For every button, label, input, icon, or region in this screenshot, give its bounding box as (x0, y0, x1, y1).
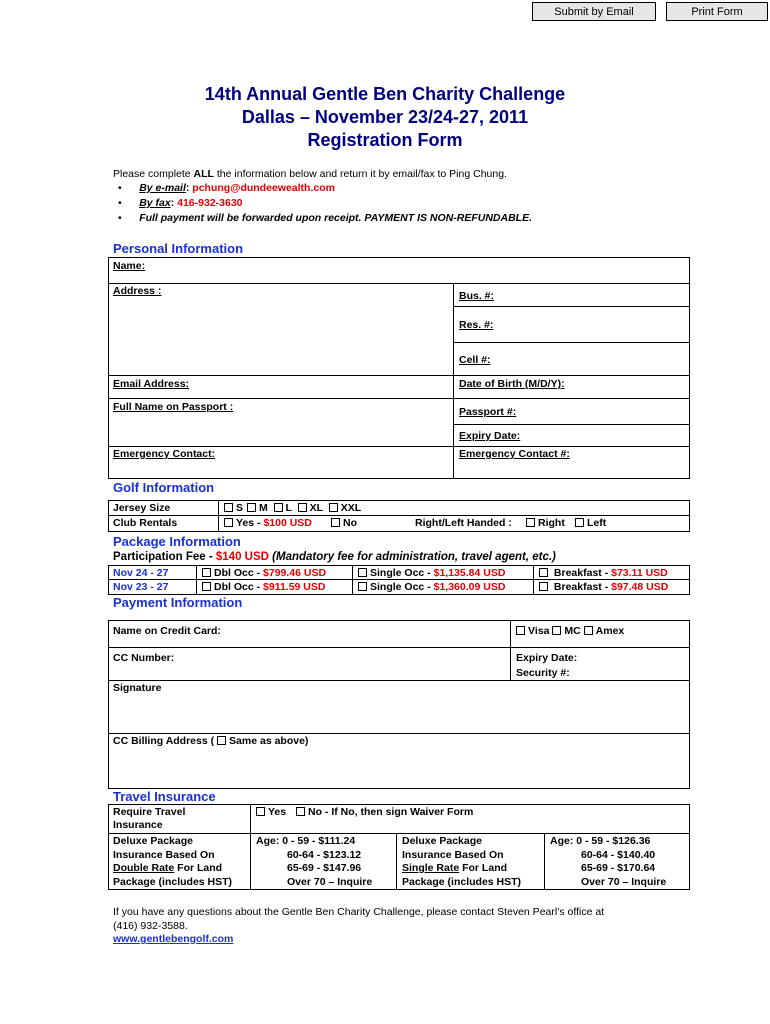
dbl-occ-checkbox-2[interactable] (202, 582, 211, 591)
passport-name-field[interactable]: Full Name on Passport : (113, 401, 234, 413)
name-on-card-field[interactable]: Name on Credit Card: (113, 625, 221, 637)
package-dates-2: Nov 23 - 27 (113, 581, 169, 593)
personal-info-heading: Personal Information (113, 241, 244, 256)
page-title: 14th Annual Gentle Ben Charity Challenge (204, 84, 566, 104)
page-subtitle: Dallas – November 23/24-27, 2011 (241, 107, 529, 127)
rentals-yes-checkbox[interactable] (224, 518, 233, 527)
card-type-options (516, 625, 624, 637)
club-rentals-yes[interactable]: Yes - $100 USD (224, 517, 312, 529)
size-xxl-option[interactable]: XXL (326, 502, 361, 514)
rentals-no-checkbox[interactable] (331, 518, 340, 527)
size-l-checkbox[interactable] (274, 503, 283, 512)
require-insurance-label: Require Travel Insurance (113, 806, 186, 831)
jersey-size-label: Jersey Size (113, 502, 171, 514)
double-rate-package-label: Deluxe Package Insurance Based On Double Rate For Land Package (includes HST) (113, 835, 233, 888)
size-s-option[interactable]: S (224, 502, 243, 514)
single-occ-option-1[interactable]: Single Occ - $1,135.84 USD (358, 567, 505, 579)
package-dates-1: Nov 24 - 27 (113, 567, 169, 579)
left-handed-checkbox[interactable] (575, 518, 584, 527)
cc-expiry-field[interactable]: Expiry Date: (516, 652, 578, 664)
handed-label: Right/Left Handed : (415, 517, 512, 529)
insurance-no-option[interactable]: No - If No, then sign Waiver Form (296, 806, 473, 818)
res-phone-field[interactable]: Res. #: (459, 319, 494, 331)
email-bullet: • By e-mail: pchung@dundeewealth.com (118, 182, 335, 194)
single-occ-option-2[interactable]: Single Occ - $1,360.09 USD (358, 581, 505, 593)
insurance-no-checkbox[interactable] (296, 807, 305, 816)
size-m-checkbox[interactable] (247, 503, 256, 512)
package-info-heading: Package Information (113, 534, 241, 549)
date-of-birth-field[interactable]: Date of Birth (M/D/Y): (459, 378, 565, 390)
single-occ-checkbox-2[interactable] (358, 582, 367, 591)
submit-by-email-button[interactable]: Submit by Email (532, 2, 656, 21)
jersey-size-options (224, 502, 361, 514)
visa-checkbox[interactable] (516, 626, 525, 635)
right-handed-checkbox[interactable] (526, 518, 535, 527)
signature-field[interactable]: Signature (113, 682, 162, 694)
breakfast-option-2[interactable]: Breakfast - $97.48 USD (539, 581, 668, 593)
form-title: Registration Form (307, 130, 463, 150)
golf-info-heading: Golf Information (113, 480, 215, 495)
address-field[interactable]: Address : (113, 285, 162, 297)
intro-text: Please complete ALL the information below and return it by email/fax to Ping Chung. (113, 168, 507, 180)
billing-address-field[interactable]: CC Billing Address ( Same as above) (113, 735, 309, 747)
insurance-yes-option[interactable]: Yes (256, 806, 289, 818)
passport-number-field[interactable]: Passport #: (459, 406, 517, 418)
size-xl-option[interactable]: XL (295, 502, 323, 514)
payment-info-heading: Payment Information (113, 595, 243, 610)
amex-option[interactable]: Amex (584, 625, 625, 637)
size-xxl-checkbox[interactable] (329, 503, 338, 512)
cc-number-field[interactable]: CC Number: (113, 652, 175, 664)
fax-bullet: • By fax: 416-932-3630 (118, 197, 243, 209)
payment-table (108, 620, 690, 789)
dbl-occ-option-2[interactable]: Dbl Occ - $911.59 USD (202, 581, 325, 593)
footer-contact-text: If you have any questions about the Gentle Ben Charity Challenge, please contact Steven Pearl’s office at (416) 932-3588. (113, 906, 605, 932)
passport-expiry-field[interactable]: Expiry Date: (459, 430, 521, 442)
emergency-contact-number-field[interactable]: Emergency Contact #: (459, 448, 570, 460)
club-rentals-no[interactable]: No (331, 517, 357, 529)
size-l-option[interactable]: L (271, 502, 292, 514)
size-m-option[interactable]: M (246, 502, 268, 514)
dbl-occ-option-1[interactable]: Dbl Occ - $799.46 USD (202, 567, 326, 579)
name-field[interactable]: Name: (113, 260, 146, 272)
breakfast-option-1[interactable]: Breakfast - $73.11 USD (539, 567, 668, 579)
amex-checkbox[interactable] (584, 626, 593, 635)
emergency-contact-field[interactable]: Emergency Contact: (113, 448, 216, 460)
size-s-checkbox[interactable] (224, 503, 233, 512)
single-rate-package-label: Deluxe Package Insurance Based On Single Rate For Land Package (includes HST) (402, 835, 522, 888)
print-form-button[interactable]: Print Form (666, 2, 768, 21)
bus-phone-field[interactable]: Bus. #: (459, 290, 495, 302)
mc-checkbox[interactable] (552, 626, 561, 635)
mc-option[interactable]: MC (552, 625, 580, 637)
same-as-above-checkbox[interactable] (217, 736, 226, 745)
cell-phone-field[interactable]: Cell #: (459, 354, 491, 366)
payment-bullet: • Full payment will be forwarded upon receipt. PAYMENT IS NON-REFUNDABLE. (118, 212, 532, 224)
single-rate-prices: Age: 0 - 59 - $126.36 60-64 - $140.40 65-69 - $170.64 Over 70 – Inquire (550, 835, 667, 888)
double-rate-prices: Age: 0 - 59 - $111.24 60-64 - $123.12 65-69 - $147.96 Over 70 – Inquire (256, 835, 373, 888)
insurance-yes-checkbox[interactable] (256, 807, 265, 816)
email-address-field[interactable]: Email Address: (113, 378, 190, 390)
visa-option[interactable]: Visa (516, 625, 549, 637)
single-occ-checkbox-1[interactable] (358, 568, 367, 577)
website-link[interactable]: www.gentlebengolf.com (113, 933, 234, 945)
right-handed-option[interactable]: Right (526, 517, 565, 529)
dbl-occ-checkbox-1[interactable] (202, 568, 211, 577)
travel-insurance-heading: Travel Insurance (113, 789, 216, 804)
club-rentals-label: Club Rentals (113, 517, 178, 529)
left-handed-option[interactable]: Left (575, 517, 606, 529)
breakfast-checkbox-2[interactable] (539, 582, 548, 591)
breakfast-checkbox-1[interactable] (539, 568, 548, 577)
size-xl-checkbox[interactable] (298, 503, 307, 512)
cc-security-field[interactable]: Security #: (516, 667, 570, 679)
participation-fee: Participation Fee - $140 USD (Mandatory fee for administration, travel agent, etc.) (113, 551, 556, 563)
